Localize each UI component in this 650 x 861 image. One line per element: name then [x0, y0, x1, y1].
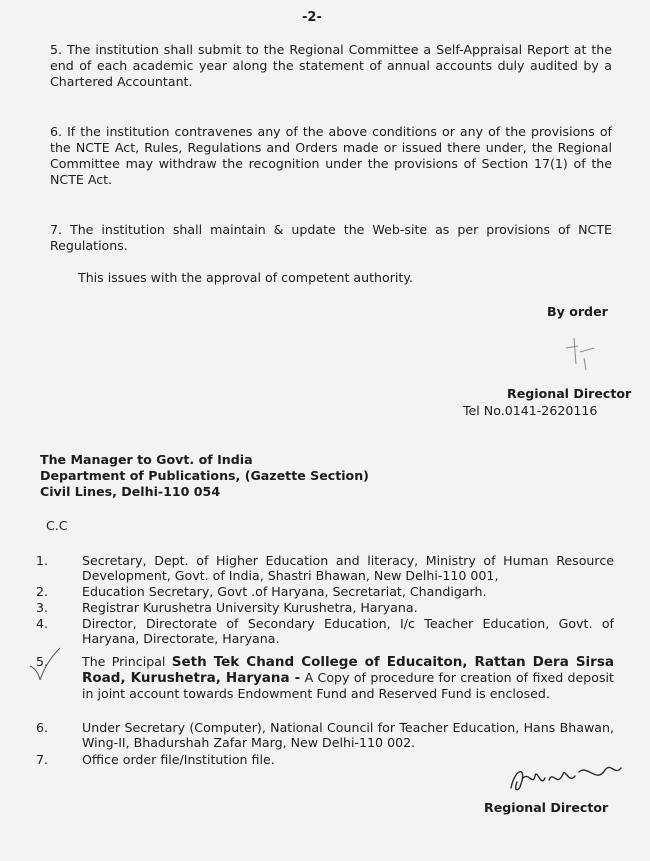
signature-image: [505, 758, 625, 802]
condition-5: [50, 42, 612, 90]
cc-number: 7.: [36, 752, 49, 767]
condition-7: [50, 222, 612, 254]
cc-item-5: [82, 654, 614, 701]
cc-item-3: Registrar Kurushetra University Kurushetra, Haryana.: [82, 600, 418, 615]
approval-line: This issues with the approval of competent authority.: [78, 270, 414, 285]
condition-text: The institution shall submit to the Regional Committee a Self-Appraisal Report at the end of each academic year along the statement of annual accounts duly audited by a Chartered Accountant.: [50, 42, 612, 89]
condition-number: 5.: [50, 42, 63, 57]
cc-item-4: Director, Directorate of Secondary Education, I/c Teacher Education, Govt. of Haryana, Directorate, Haryana.: [82, 616, 614, 646]
tick-mark: [28, 646, 62, 686]
cc-number: 5.: [36, 654, 49, 669]
cc-number: 2.: [36, 584, 49, 599]
cc-item-5-bold: Seth Tek Chand College of Educaiton, Rattan Dera Sirsa Road, Kurushetra, Haryana -: [82, 654, 614, 686]
cc-number: 6.: [36, 720, 49, 735]
cc-number: 3.: [36, 600, 49, 615]
by-order: By order: [547, 304, 608, 319]
cc-number: 4.: [36, 616, 49, 631]
signatory-title: Regional Director: [507, 386, 632, 401]
footer-signatory: Regional Director: [484, 800, 609, 815]
condition-6: [50, 124, 612, 188]
condition-text: If the institution contravenes any of the above conditions or any of the provisions of the NCTE Act, Rules, Regulations and Orders made or issued there under, the Regional Committee may withdraw the recognition under the provisions of Section 17(1) of the NCTE Act.: [50, 124, 612, 187]
cc-item-1: Secretary, Dept. of Higher Education and literacy, Ministry of Human Resource Development, Govt. of India, Shastri Bhawan, New Delhi-110 001,: [82, 553, 614, 583]
page-number: -2-: [302, 10, 322, 25]
condition-number: 6.: [50, 124, 63, 139]
signatory-tel: Tel No.0141-2620116: [463, 403, 598, 418]
cc-label: C.C: [46, 518, 68, 533]
addressee-line-1: The Manager to Govt. of India: [40, 452, 253, 467]
condition-number: 7.: [50, 222, 63, 237]
cc-item-7: Office order file/Institution file.: [82, 752, 275, 767]
addressee-line-3: Civil Lines, Delhi-110 054: [40, 484, 221, 499]
cc-item-5-pre: The Principal: [82, 654, 172, 669]
condition-text: The institution shall maintain & update the Web-site as per provisions of NCTE Regulations.: [50, 222, 612, 253]
cc-item-2: Education Secretary, Govt .of Haryana, Secretariat, Chandigarh.: [82, 584, 487, 599]
cc-item-5-post: A Copy of procedure for creation of fixed deposit in joint account towards Endowment Fund and Reserved Fund is enclosed.: [82, 670, 614, 701]
cc-number: 1.: [36, 553, 49, 568]
cc-item-6: Under Secretary (Computer), National Council for Teacher Education, Hans Bhawan, Wing-II, Bhadurshah Zafar Marg, New Delhi-110 002.: [82, 720, 614, 750]
initials-mark: [560, 334, 600, 374]
addressee-line-2: Department of Publications, (Gazette Section): [40, 468, 369, 483]
